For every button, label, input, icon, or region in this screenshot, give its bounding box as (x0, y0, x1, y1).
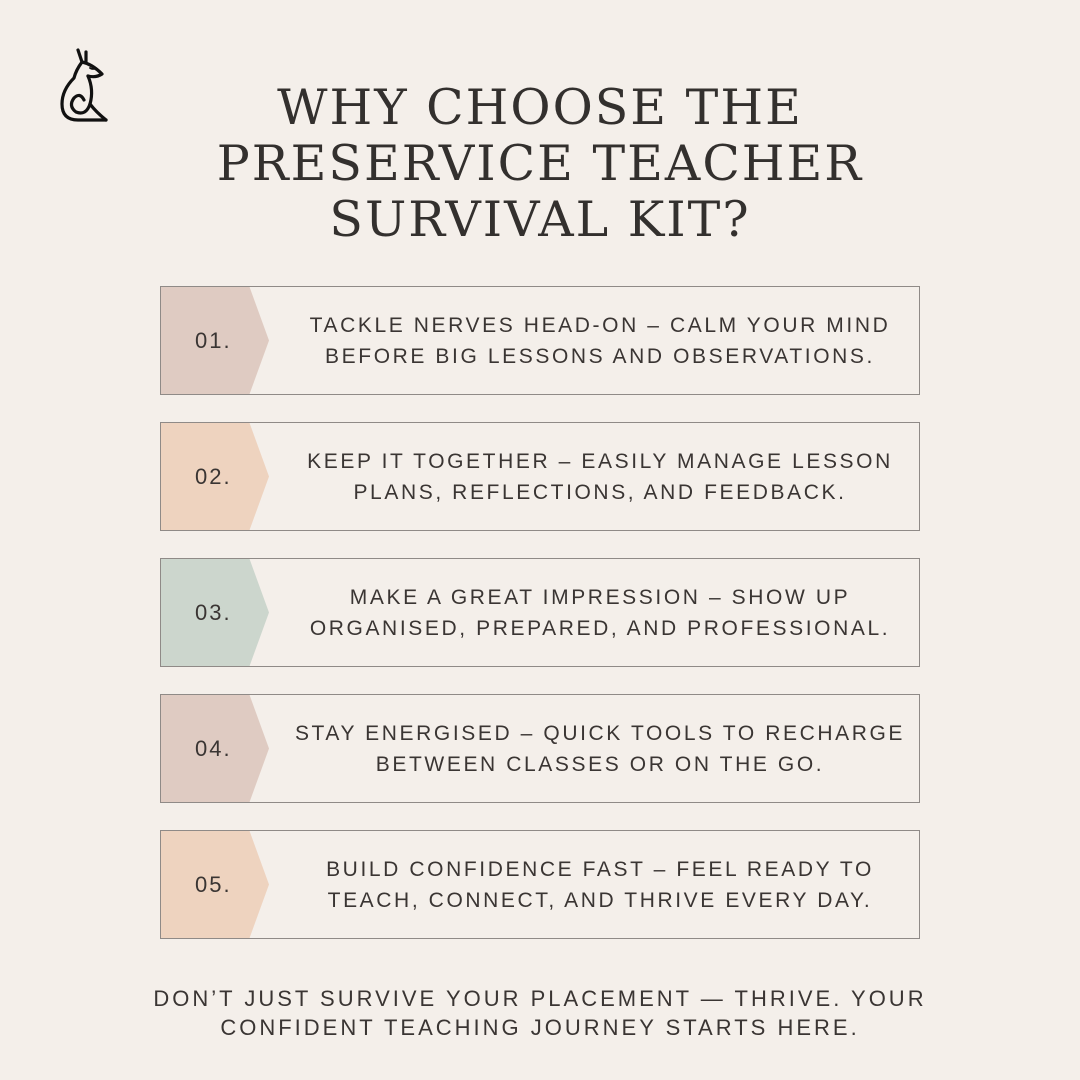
item-number: 04. (195, 736, 232, 761)
title-line: SURVIVAL KIT? (329, 191, 751, 248)
page-title (0, 80, 1080, 248)
list-item (160, 422, 920, 531)
item-number: 05. (195, 872, 232, 897)
item-text: MAKE A GREAT IMPRESSION – SHOW UP ORGANISED, PREPARED, AND PROFESSIONAL. (309, 585, 891, 640)
item-text: BUILD CONFIDENCE FAST – FEEL READY TO TEACH, CONNECT, AND THRIVE EVERY DAY. (326, 857, 874, 912)
list-item (160, 830, 920, 939)
list-item (160, 694, 920, 803)
item-number: 02. (195, 464, 232, 489)
item-text: KEEP IT TOGETHER – EASILY MANAGE LESSON PLANS, REFLECTIONS, AND FEEDBACK. (307, 449, 893, 504)
title-line: PRESERVICE TEACHER (216, 135, 864, 192)
item-number: 01. (195, 328, 232, 353)
footer-line: CONFIDENT TEACHING JOURNEY STARTS HERE. (220, 1015, 860, 1040)
benefits-list (160, 286, 920, 939)
title-line: WHY CHOOSE THE (277, 79, 803, 136)
footer-tagline (0, 984, 1080, 1042)
list-item (160, 286, 920, 395)
item-number: 03. (195, 600, 232, 625)
item-text: TACKLE NERVES HEAD-ON – CALM YOUR MIND BEFORE BIG LESSONS AND OBSERVATIONS. (309, 313, 891, 368)
item-text: STAY ENERGISED – QUICK TOOLS TO RECHARGE BETWEEN CLASSES OR ON THE GO. (294, 721, 906, 776)
footer-line: DON’T JUST SURVIVE YOUR PLACEMENT — THRIVE. YOUR (153, 986, 927, 1011)
list-item (160, 558, 920, 667)
